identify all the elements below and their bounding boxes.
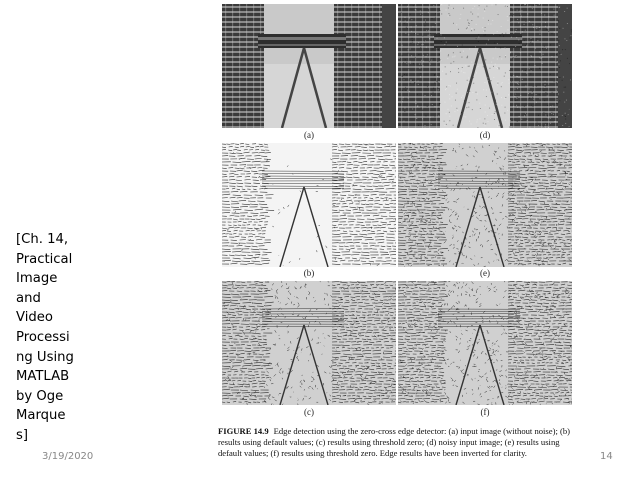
panel-b-label: (b) [303,268,315,278]
panel-f-image [398,281,572,405]
panel-b-image [222,143,396,267]
figure-number: FIGURE 14.9 [218,426,269,436]
figure-caption [218,426,576,459]
panel-f-label: (f) [480,407,490,417]
panel-d-label: (d) [479,130,491,140]
slide-page-number: 14 [600,451,613,462]
panel-c-image [222,281,396,405]
panel-e-label: (e) [480,268,490,278]
figure-caption-text: Edge detection using the zero-cross edge detector: (a) input image (without noise); (b) results using default values; (c) results using threshold zero; (d) noisy input image; (e) results using default values; (f) results using threshold zero. Edge results have been inverted for clarity. [218,426,571,458]
figure-panel-c-edges [222,281,396,405]
figure-panel-b-edges [222,143,396,267]
panel-a-image [222,4,396,128]
panel-c-label: (c) [304,407,314,417]
panel-d-image [398,4,572,128]
figure-panel-a-photo [222,4,396,128]
figure-panel-f-edges [398,281,572,405]
figure-panel-d-noisy-photo [398,4,572,128]
panel-a-label: (a) [304,130,314,140]
figure-panel-e-edges [398,143,572,267]
panel-e-image [398,143,572,267]
slide-date: 3/19/2020 [42,451,94,462]
side-caption: [Ch. 14, Practical Image and Video Processi ng Using MATLAB by Oge Marque s] [16,232,74,443]
